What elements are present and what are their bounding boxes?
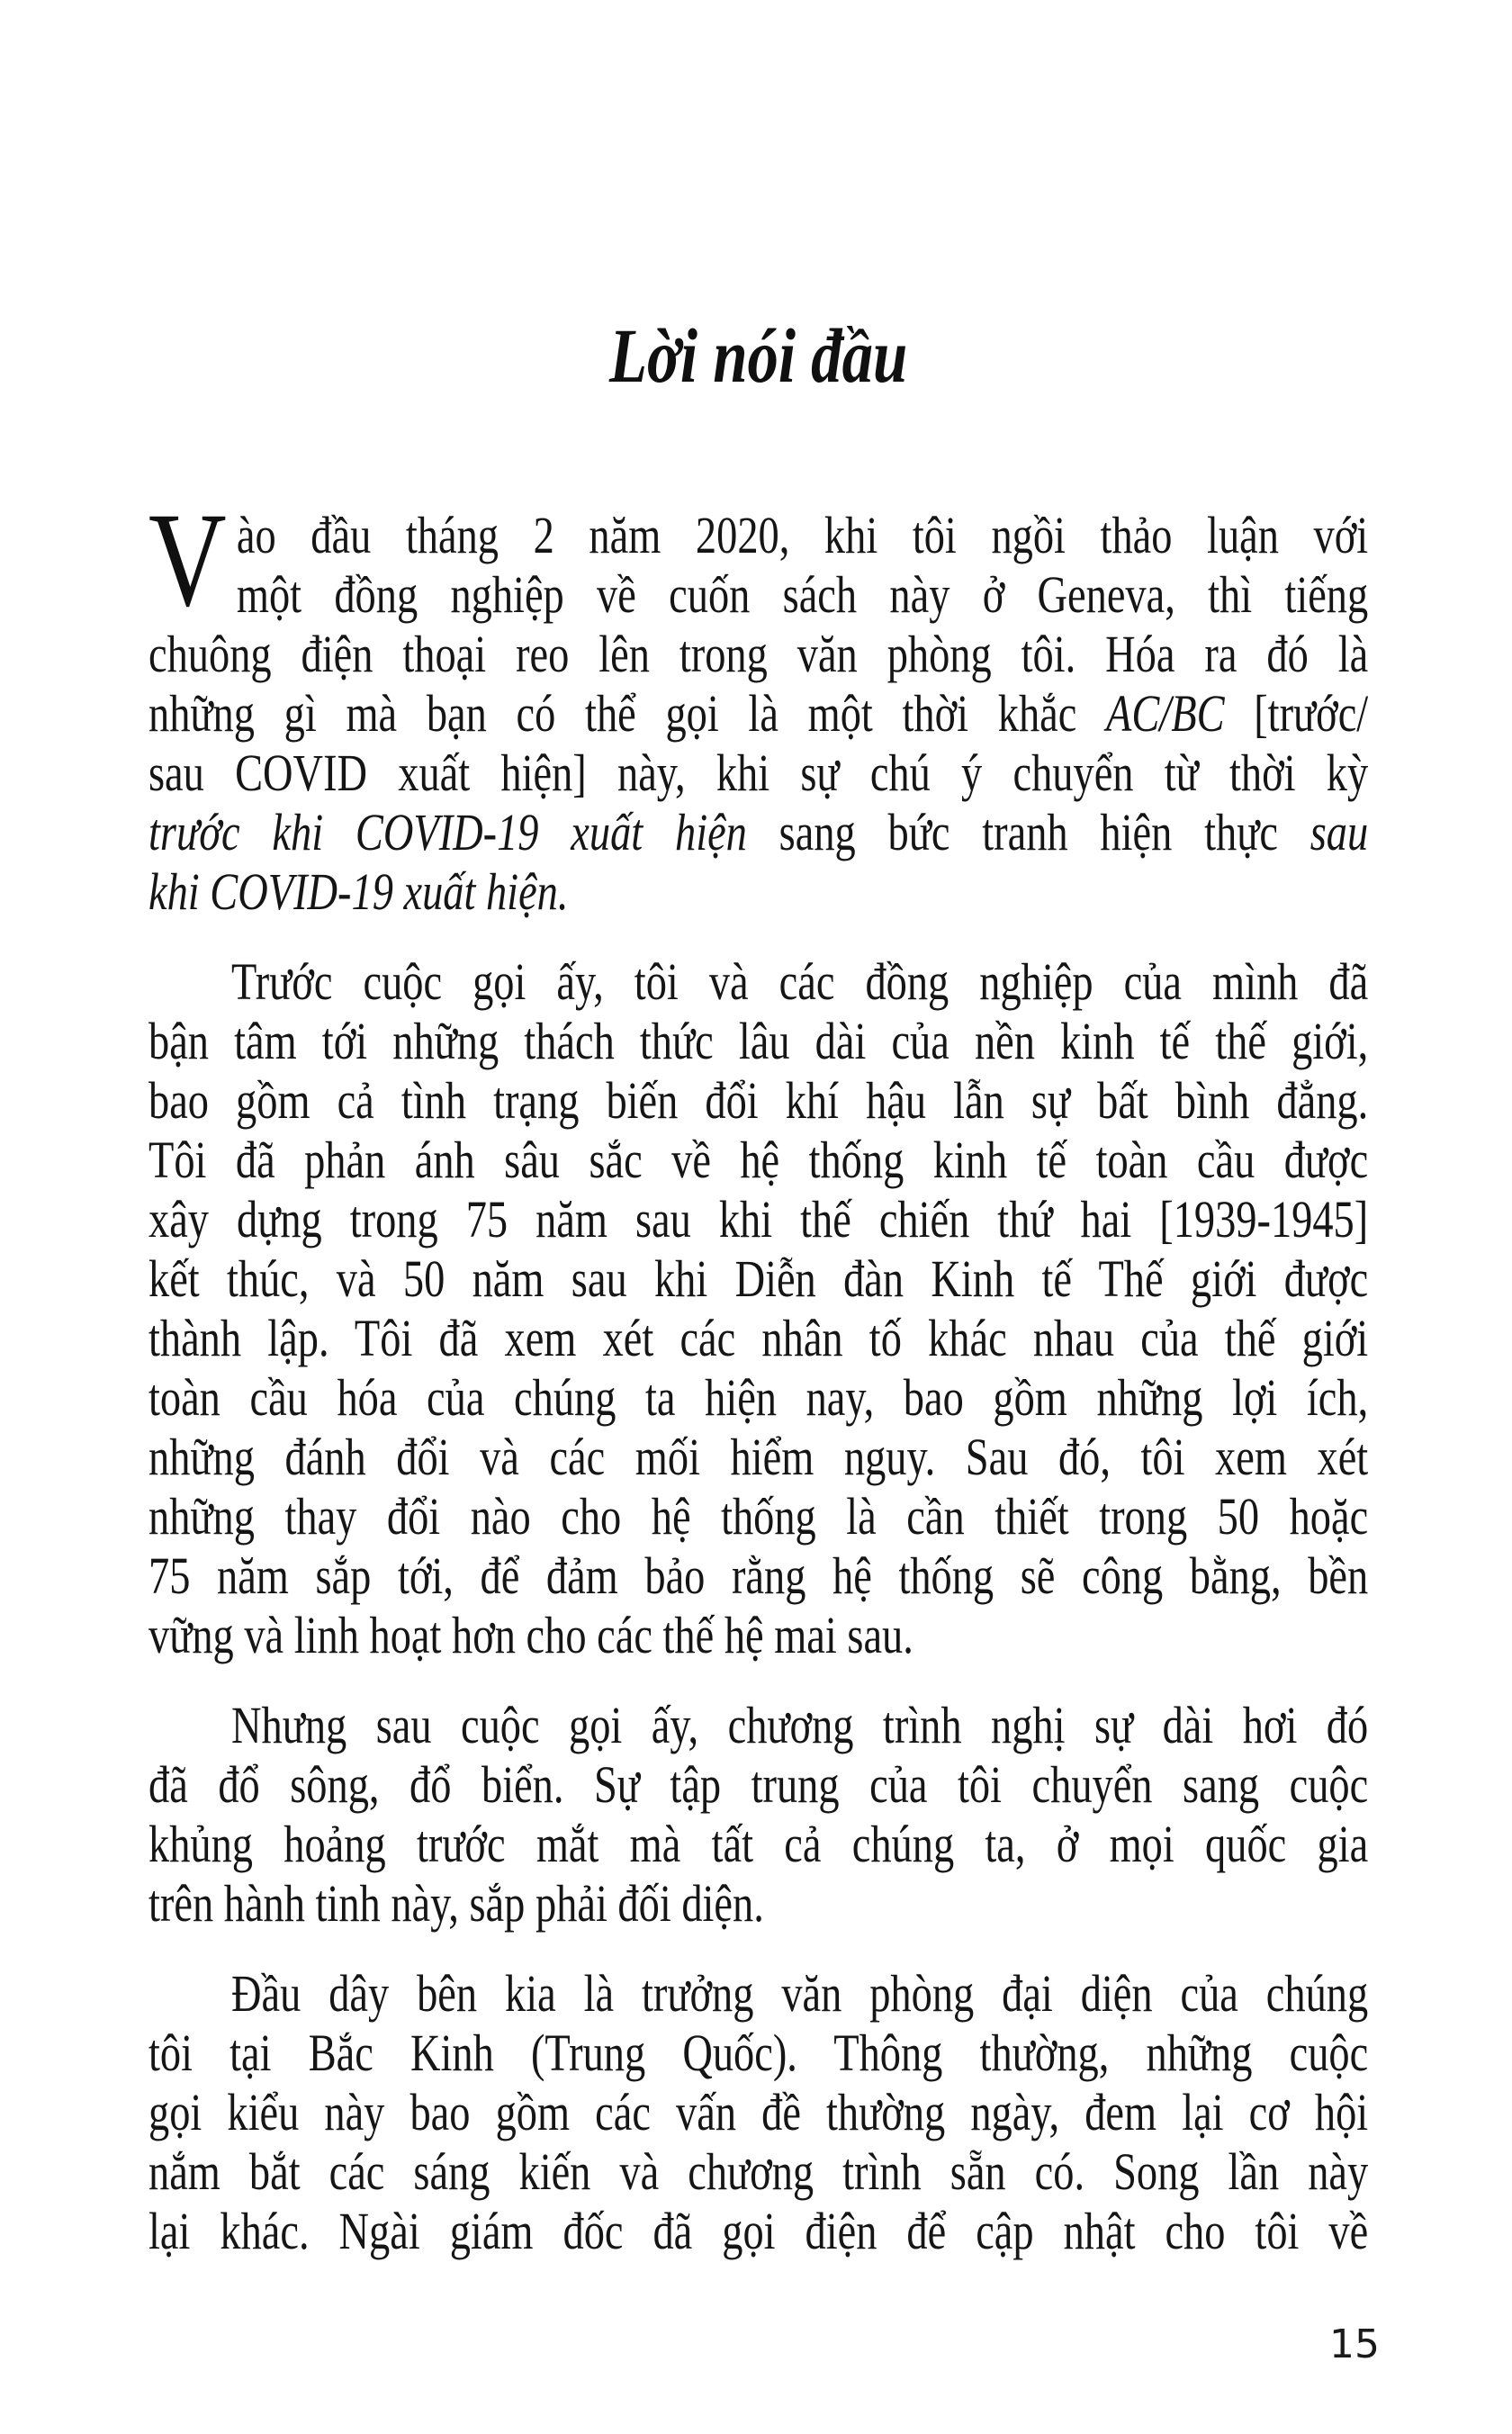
text-line [148,803,1368,862]
text-line [148,1546,1368,1606]
text-line [148,1368,1368,1428]
text-segment: lại khác. Ngài giám đốc đã gọi điện để cập nhật cho tôi về [148,2202,1369,2260]
text-segment: những đánh đổi và các mối hiểm nguy. Sau đó, tôi xem xét [148,1428,1369,1486]
text-segment: gọi kiểu này bao gồm các vấn đề thường ngày, đem lại cơ hội [148,2083,1369,2141]
text-segment: sau COVID xuất hiện] này, khi sự chú ý chuyển từ thời kỳ [148,744,1369,802]
text-segment-italic: AC/BC [1106,684,1225,743]
text-line [148,1755,1368,1815]
text-line [148,1190,1368,1249]
text-line [148,1131,1368,1190]
text-segment: bận tâm tới những thách thức lâu dài của nền kinh tế thế giới, [148,1012,1369,1070]
text-line [148,1606,1368,1665]
text-line [148,1309,1368,1368]
text-segment: 75 năm sắp tới, để đảm bảo rằng hệ thống sẽ công bằng, bền [148,1546,1369,1605]
text-segment: toàn cầu hóa của chúng ta hiện nay, bao gồm những lợi ích, [148,1368,1369,1427]
text-segment: Nhưng sau cuộc gọi ấy, chương trình nghị sự dài hơi đó [231,1696,1369,1754]
paragraph [148,1696,1368,1934]
text-line [148,2083,1368,2142]
text-line [148,1696,1368,1755]
text-segment: xây dựng trong 75 năm sau khi thế chiến thứ hai [1939-1945] [148,1190,1369,1249]
text-segment: bao gồm cả tình trạng biến đổi khí hậu lẫn sự bất bình đẳng. [148,1071,1369,1130]
text-line [148,565,1368,625]
text-line [148,862,1368,922]
text-segment: sang bức tranh hiện thực [746,803,1310,861]
text-segment: vững và linh hoạt hơn cho các thế hệ mai sau. [148,1606,914,1664]
text-line [148,1012,1368,1071]
text-segment: chuông điện thoại reo lên trong văn phòng tôi. Hóa ra đó là [148,625,1369,683]
text-segment: kết thúc, và 50 năm sau khi Diễn đàn Kinh tế Thế giới được [148,1249,1369,1308]
text-segment: những thay đổi nào cho hệ thống là cần thiết trong 50 hoặc [148,1487,1369,1546]
text-line [148,684,1368,744]
paragraph [148,485,1369,922]
text-line [148,625,1368,684]
chapter-title: Lời nói đầu [608,312,908,399]
text-segment: những gì mà bạn có thể gọi là một thời khắc [148,684,1107,743]
text-segment: trên hành tinh này, sắp phải đối diện. [148,1874,764,1933]
text-segment: thành lập. Tôi đã xem xét các nhân tố khác nhau của thế giới [148,1309,1369,1367]
text-segment: một đồng nghiệp về cuốn sách này ở Geneva, thì tiếng [236,565,1369,624]
text-segment: nắm bắt các sáng kiến và chương trình sẵn có. Song lần này [148,2142,1369,2201]
text-line [148,952,1368,1012]
text-line [148,744,1368,803]
page-number: 15 [1329,2321,1380,2367]
text-line [148,1815,1368,1874]
text-segment: đã đổ sông, đổ biển. Sự tập trung của tôi chuyển sang cuộc [148,1755,1369,1814]
text-segment: Đầu dây bên kia là trưởng văn phòng đại diện của chúng [231,1964,1369,2023]
paragraph [148,952,1368,1665]
paragraph [148,1964,1368,2261]
text-segment: ào đầu tháng 2 năm 2020, khi tôi ngồi thảo luận với [236,506,1369,564]
text-line [148,1874,1368,1934]
text-segment-italic: khi COVID-19 xuất hiện. [148,862,569,921]
text-segment-italic: sau [1310,803,1369,861]
text-segment: [trước/ [1224,684,1369,743]
text-segment: Trước cuộc gọi ấy, tôi và các đồng nghiệp của mình đã [231,952,1369,1011]
text-line [148,2142,1368,2202]
text-line [148,1428,1368,1487]
text-line [148,1249,1368,1309]
text-segment: tôi tại Bắc Kinh (Trung Quốc). Thông thường, những cuộc [148,2024,1369,2082]
text-line [148,2024,1368,2083]
drop-cap-letter: V [148,485,227,635]
text-line [148,1964,1368,2024]
text-column [148,306,1368,2261]
text-line [148,1487,1368,1546]
text-line [148,1071,1368,1131]
text-segment-italic: trước khi COVID-19 xuất hiện [148,803,747,861]
text-segment: khủng hoảng trước mắt mà tất cả chúng ta, ở mọi quốc gia [148,1815,1369,1873]
text-line [148,2202,1368,2261]
text-segment: Tôi đã phản ánh sâu sắc về hệ thống kinh tế toàn cầu được [148,1131,1369,1189]
